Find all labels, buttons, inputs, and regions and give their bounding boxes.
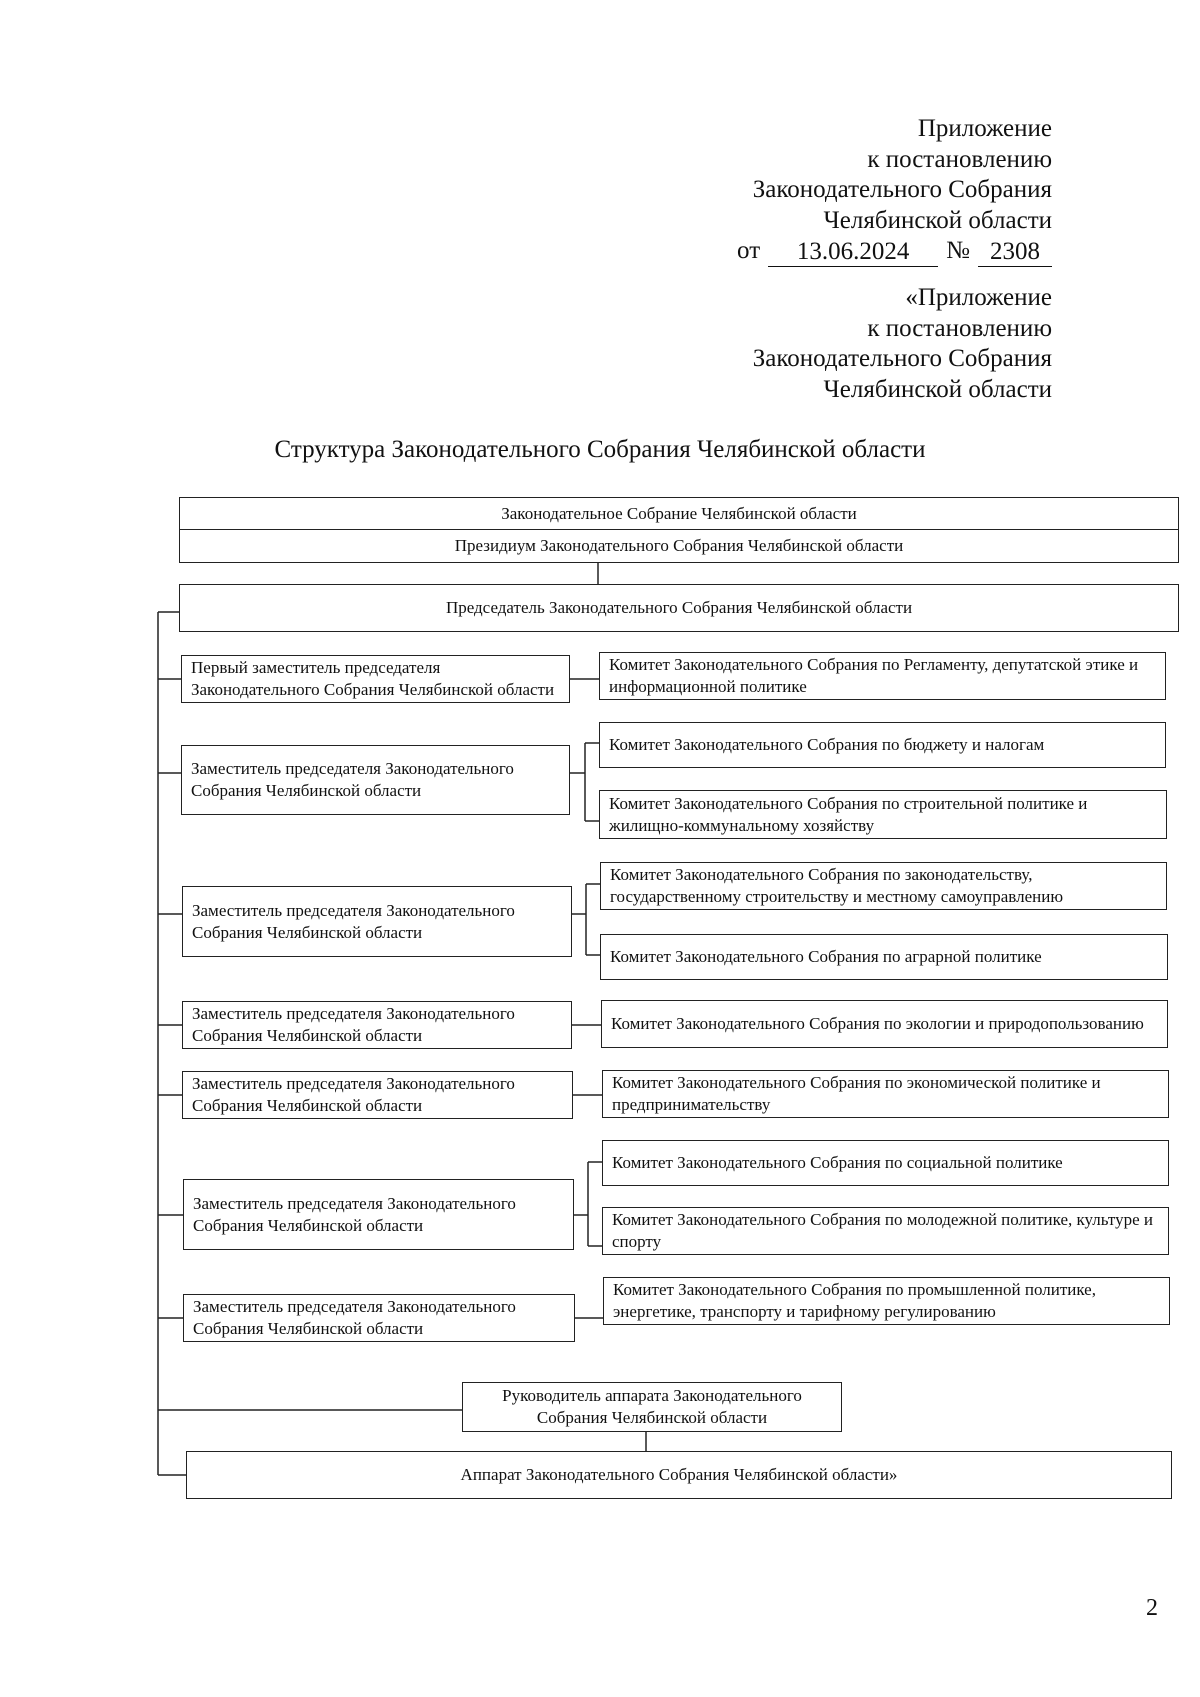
deputy-label: Заместитель председателя Законодательного Собрания Челябинской области [192, 1004, 515, 1045]
committee-box-10 [603, 1277, 1170, 1325]
committee-box-7 [602, 1070, 1169, 1118]
first-deputy-box [181, 655, 570, 703]
committee-label: Комитет Законодательного Собрания по социальной политике [612, 1153, 1063, 1172]
chairman-box [179, 584, 1179, 632]
old-region-label: Челябинской области [823, 375, 1052, 403]
deputy-label: Заместитель председателя Законодательного Собрания Челябинской области [192, 1074, 515, 1115]
deputy-box-1 [181, 745, 570, 815]
deputy-label: Заместитель председателя Законодательного Собрания Челябинской области [193, 1297, 516, 1338]
committee-label: Комитет Законодательного Собрания по бюджету и налогам [609, 735, 1045, 754]
committee-label: Комитет Законодательного Собрания по строительной политике и жилищно-коммунальному хозяйству [609, 793, 1088, 835]
first-deputy-label: Первый заместитель председателя Законодательного Собрания Челябинской области [191, 658, 555, 699]
committee-box-1 [599, 652, 1166, 700]
region-label: Челябинской области [823, 206, 1052, 234]
deputy-box-5 [183, 1179, 574, 1250]
deputy-box-3 [182, 1001, 572, 1049]
committee-label: Комитет Законодательного Собрания по экологии и природопользованию [611, 1014, 1144, 1033]
deputy-label: Заместитель председателя Законодательного Собрания Челябинской области [193, 1193, 516, 1235]
legislative-assembly-box [179, 497, 1179, 530]
assembly-label: Законодательного Собрания [752, 176, 1052, 203]
old-assembly-label: Законодательного Собрания [752, 345, 1052, 372]
committee-label: Комитет Законодательного Собрания по законодательству, государственному строительству и местному самоуправлению [610, 865, 1064, 906]
presidium-label: Президиум Законодательного Собрания Челябинской области [454, 536, 904, 555]
committee-label: Комитет Законодательного Собрания по аграрной политике [610, 947, 1042, 966]
legislative-assembly-label: Законодательное Собрание Челябинской области [501, 503, 857, 523]
annex-label: Приложение [917, 115, 1052, 142]
number-label: № [946, 237, 970, 264]
from-label: от [737, 237, 761, 264]
committee-box-3 [599, 790, 1167, 839]
committee-label: Комитет Законодательного Собрания по промышленной политике, энергетике, транспорту и тарифному регулированию [613, 1280, 1096, 1321]
committee-box-8 [602, 1140, 1169, 1186]
deputy-label: Заместитель председателя Законодательного Собрания Челябинской области [191, 759, 514, 800]
committee-label: Комитет Законодательного Собрания по экономической политике и предпринимательству [612, 1073, 1101, 1114]
deputy-label: Заместитель председателя Законодательного Собрания Челябинской области [192, 900, 515, 942]
deputy-box-6 [183, 1294, 575, 1342]
apparatus-head-label: Руководитель аппарата Законодательного Собрания Челябинской области [502, 1386, 802, 1427]
committee-box-2 [599, 722, 1166, 768]
committee-box-6 [601, 1000, 1168, 1048]
old-to-resolution-label: к постановлению [867, 314, 1052, 342]
committee-label: Комитет Законодательного Собрания по Регламенту, депутатской этике и информационной политике [609, 655, 1139, 696]
presidium-box [179, 529, 1179, 563]
resolution-number: 2308 [978, 239, 1052, 267]
deputy-box-2 [182, 886, 572, 957]
committee-box-9 [602, 1207, 1169, 1255]
old-annex-label: «Приложение [905, 284, 1052, 311]
page-title: Структура Законодательного Собрания Челябинской области [274, 436, 926, 463]
chairman-label: Председатель Законодательного Собрания Челябинской области [445, 598, 913, 617]
committee-box-5 [600, 934, 1168, 980]
committee-label: Комитет Законодательного Собрания по молодежной политике, культуре и спорту [612, 1210, 1153, 1251]
resolution-date: 13.06.2024 [768, 239, 938, 267]
apparatus-head-box [462, 1382, 842, 1432]
page-number: 2 [1146, 1595, 1158, 1621]
committee-box-4 [600, 862, 1167, 910]
apparatus-label: Аппарат Законодательного Собрания Челябинской области» [460, 1465, 898, 1484]
apparatus-box [186, 1451, 1172, 1499]
to-resolution-label: к постановлению [867, 145, 1052, 173]
deputy-box-4 [182, 1071, 573, 1119]
